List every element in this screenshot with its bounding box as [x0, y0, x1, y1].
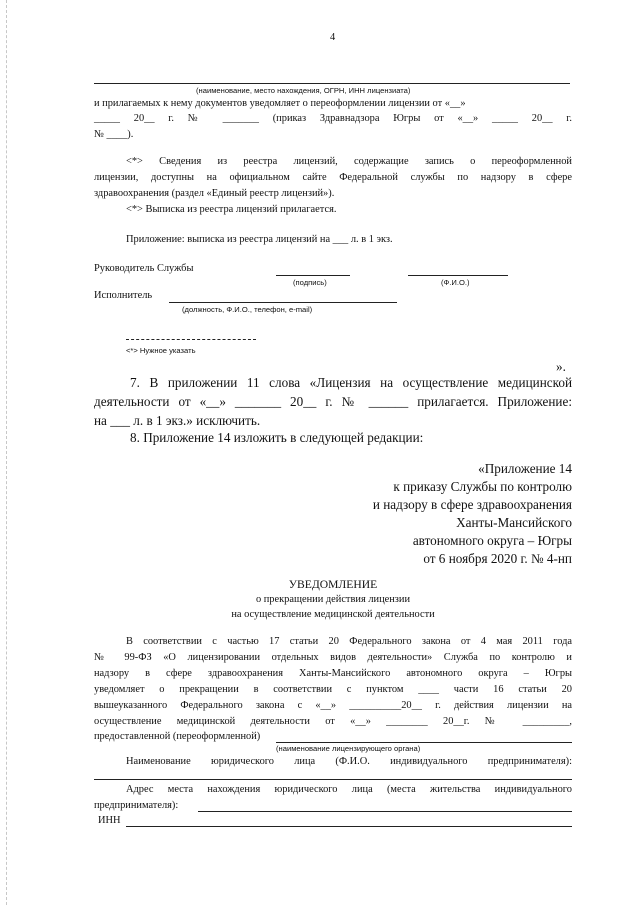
address-line	[198, 811, 572, 812]
legal-name-label: Наименование юридического лица (Ф.И.О. индивидуального предпринимателя):	[126, 756, 572, 767]
licensee-caption: (наименование, место нахождения, ОГРН, ИНН лицензиата)	[196, 86, 411, 95]
licensing-caption: (наименование лицензирующего органа)	[276, 744, 421, 753]
legal-name-line	[94, 779, 572, 780]
note1-line4: <*> Выписка из реестра лицензий прилагается.	[126, 204, 337, 215]
signature-caption: (подпись)	[293, 278, 327, 287]
notice-title: УВЕДОМЛЕНИЕ	[288, 578, 378, 591]
signature-line	[276, 275, 350, 276]
page-number: 4	[330, 32, 336, 43]
fio-line	[408, 275, 508, 276]
licensing-body-line	[276, 742, 572, 743]
inn-label: ИНН	[98, 815, 121, 826]
fio-caption: (Ф.И.О.)	[441, 278, 470, 287]
note1-line2: лицензии, доступны на официальном сайте Федеральной службы по надзору в сфере	[94, 172, 572, 183]
appendix-line3: и надзору в сфере здравоохранения	[372, 497, 572, 512]
item7-line2: деятельности от «__» _______ 20__ г. № ______ прилагается. Приложение:	[94, 394, 572, 409]
item8-text: 8. Приложение 14 изложить в следующей редакции:	[130, 430, 424, 445]
close-quote: ».	[556, 359, 566, 374]
attachment-text: Приложение: выписка из реестра лицензий на ___ л. в 1 экз.	[126, 234, 393, 245]
address-line2: предпринимателя):	[94, 800, 179, 811]
para1-line1: и прилагаемых к нему документов уведомляет о переоформлении лицензии от «__»	[94, 98, 466, 109]
para1-line3: № ____).	[94, 129, 134, 140]
item7-line3: на ___ л. в 1 экз.» исключить.	[94, 413, 261, 428]
appendix-line1: «Приложение 14	[478, 461, 572, 476]
address-line1: Адрес места нахождения юридического лица (места жительства индивидуального	[126, 784, 572, 795]
scan-edge	[6, 0, 8, 905]
para1-line2: _____ 20__ г. № _______ (приказ Здравнадзора Югры от «__» _____ 20__ г.	[94, 113, 572, 124]
body-line6: осуществление медицинской деятельности от «__» ________ 20__г. № _________,	[94, 716, 572, 727]
appendix-line5: автономного округа – Югры	[412, 533, 572, 548]
body-line2: № 99-ФЗ «О лицензировании отдельных видов деятельности» Служба по контролю и	[94, 652, 572, 663]
head-label: Руководитель Службы	[94, 263, 194, 274]
body-line5: вышеуказанного Федерального закона с «__» __________20__ г. действия лицензии на	[94, 700, 572, 711]
note1-line1: <*> Сведения из реестра лицензий, содержащие запись о переоформленной	[126, 156, 572, 167]
body-line7: предоставленной (переоформленной)	[94, 731, 261, 742]
appendix-line6: от 6 ноября 2020 г. № 4-нп	[423, 551, 572, 566]
executor-line	[169, 302, 397, 303]
notice-subtitle-1: о прекращении действия лицензии	[255, 594, 411, 605]
executor-caption: (должность, Ф.И.О., телефон, e-mail)	[182, 305, 313, 314]
inn-line	[126, 826, 572, 827]
appendix-line4: Ханты-Мансийского	[456, 515, 572, 530]
licensee-line	[94, 83, 570, 84]
notice-subtitle-2: на осуществление медицинской деятельности	[231, 609, 435, 620]
appendix-line2: к приказу Службы по контролю	[393, 479, 572, 494]
executor-label: Исполнитель	[94, 290, 153, 301]
footnote: <*> Нужное указать	[126, 346, 196, 355]
body-line3: надзору в сфере здравоохранения Ханты-Мансийского автономного округа – Югры	[94, 668, 572, 679]
body-line4: уведомляет о прекращении в соответствии с пунктом ____ части 16 статьи 20	[94, 684, 572, 695]
item7-line1: 7. В приложении 11 слова «Лицензия на осуществление медицинской	[130, 375, 572, 390]
body-line1: В соответствии с частью 17 статьи 20 Федерального закона от 4 мая 2011 года	[126, 636, 572, 647]
footnote-separator	[126, 339, 256, 340]
note1-line3: здравоохранения (раздел «Единый реестр лицензий»).	[94, 188, 335, 199]
